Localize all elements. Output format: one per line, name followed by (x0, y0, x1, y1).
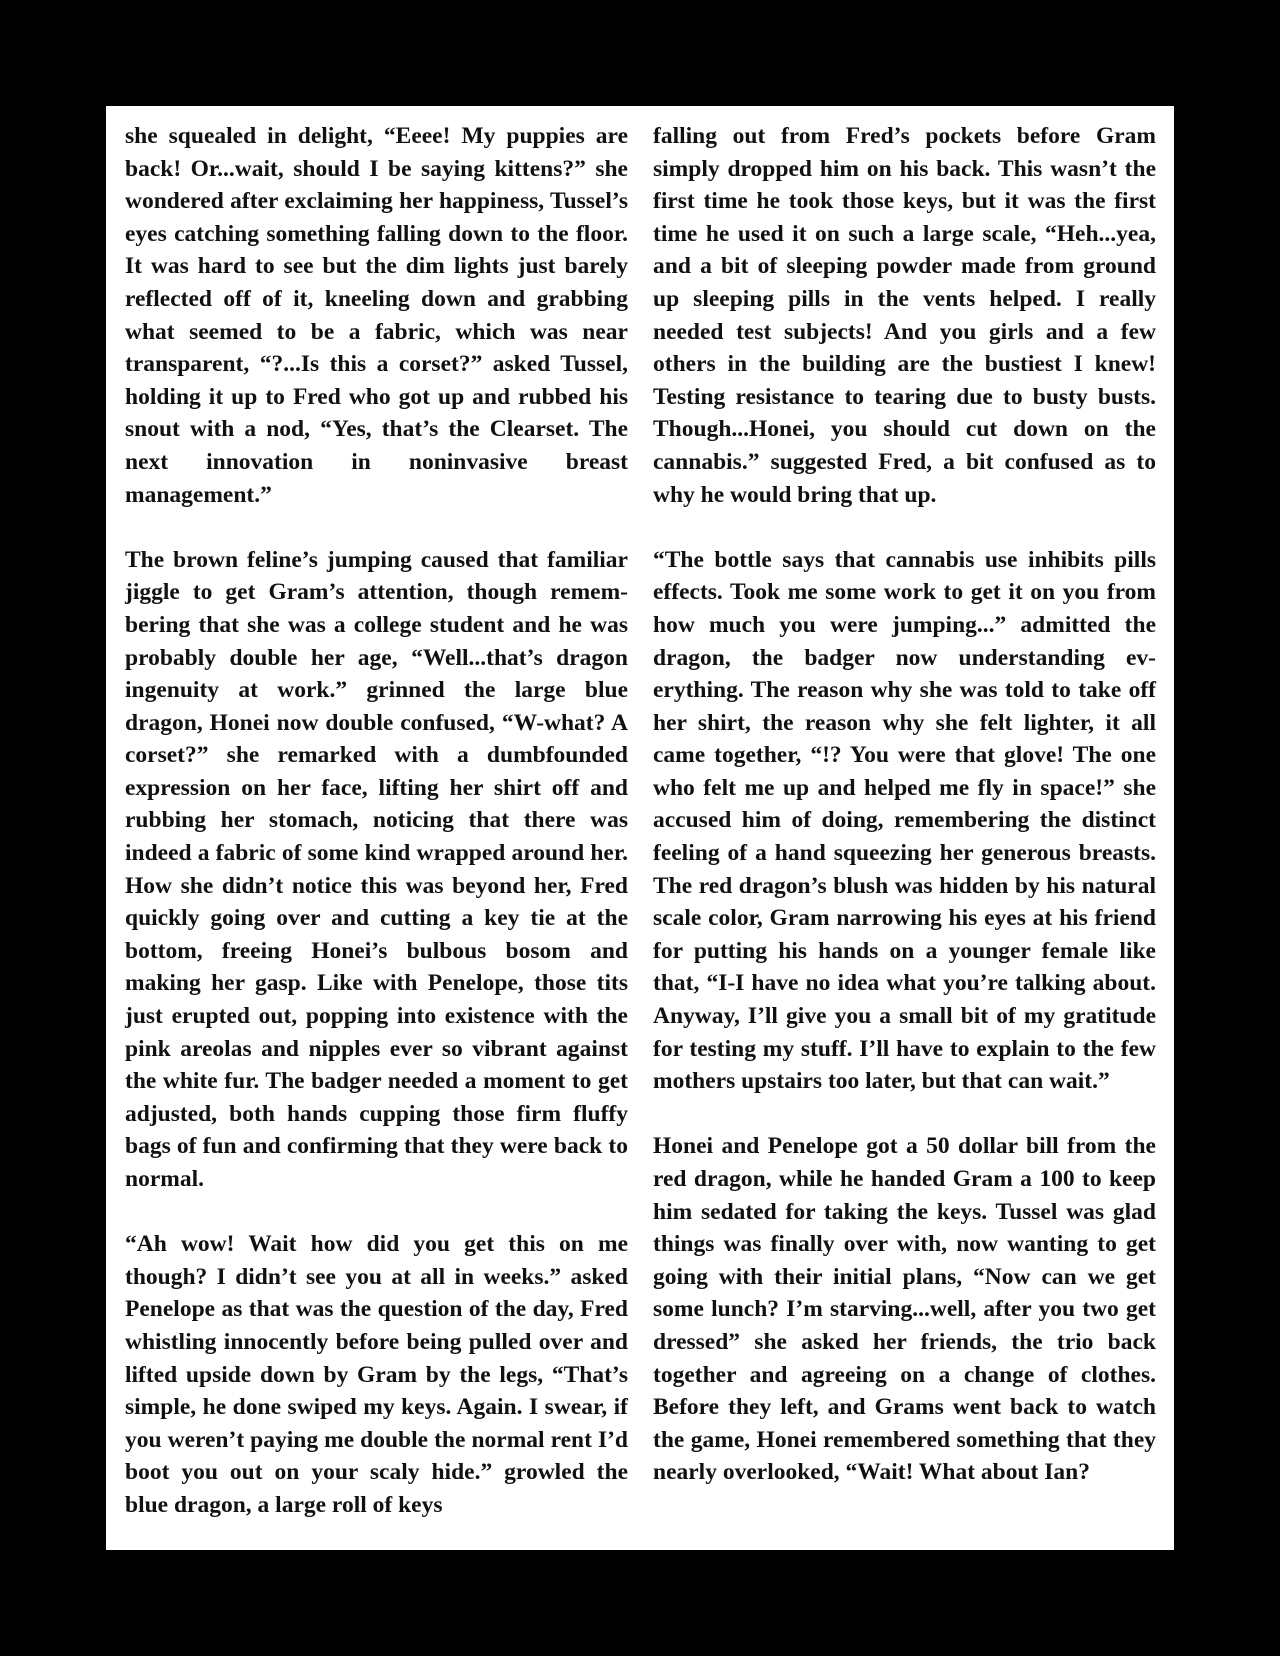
paragraph: The brown feline’s jumping caused that familiar jiggle to get Gram’s attention, though remembering that she was a college student and he was probably double her age, “Well...that’s dragon ingenuity at work.” grinned the large blue dragon, Honei now double confused, “W-what? A corset?” she remarked with a dumbfounded expression on her face, lifting her shirt off and rubbing her stomach, noticing that there was indeed a fabric of some kind wrapped around her. How she didn’t notice this was beyond her, Fred quickly going over and cutting a key tie at the bottom, freeing Honei’s bulbous bosom and making her gasp. Like with Penelope, those tits just erupted out, popping into existence with the pink areolas and nipples ever so vibrant against the white fur. The badger needed a moment to get adjusted, both hands cupping those firm fluffy bags of fun and confirming that they were back to normal. (125, 546, 628, 1192)
left-column (125, 120, 628, 1550)
paragraph: falling out from Fred’s pockets before Gram simply dropped him on his back. This wasn’t the first time he took those keys, but it was the first time he used it on such a large scale, “Heh...yea, and a bit of sleeping powder made from ground up sleeping pills in the vents helped. I really needed test subjects! And you girls and a few others in the building are the bustiest I knew! Testing resistance to tearing due to busty busts. Though...Honei, you should cut down on the cannabis.” suggested Fred, a bit confused as to why he would bring that up. (653, 123, 1156, 508)
paragraph: Honei and Penelope got a 50 dollar bill from the red dragon, while he handed Gram a 100 to keep him sedated for taking the keys. Tussel was glad things was finally over with, now wanting to get going with their initial plans, “Now can we get some lunch? I’m starving...well, after you two get dressed” she asked her friends, the trio back together and agreeing on a change of clothes. Before they left, and Grams went back to watch the game, Honei remembered something that they nearly overlooked, “Wait! What about Ian? (653, 1133, 1156, 1486)
paragraph: “The bottle says that cannabis use inhibits pills effects. Took me some work to get it on you from how much you were jumping...” admitted the dragon, the badger now understanding everything. The reason why she was told to take off her shirt, the reason why she felt lighter, it all came together, “!? You were that glove! The one who felt me up and helped me fly in space!” she accused him of doing, remembering the distinct feeling of a hand squeezing her generous breasts. The red dragon’s blush was hidden by his natural scale color, Gram narrowing his eyes at his friend for putting his hands on a younger female like that, “I-I have no idea what you’re talking about. Anyway, I’ll give you a small bit of my gratitude for testing my stuff. I’ll have to explain to the few mothers upstairs too later, but that can wait.” (653, 546, 1156, 1095)
paragraph: “Ah wow! Wait how did you get this on me though? I didn’t see you at all in weeks.” asked Penelope as that was the question of the day, Fred whistling innocently before being pulled over and lifted upside down by Gram by the legs, “That’s simple, he done swiped my keys. Again. I swear, if you weren’t paying me double the normal rent I’d boot you out on your scaly hide.” growled the blue dragon, a large roll of keys (125, 1231, 628, 1518)
book-page (106, 106, 1174, 1550)
paragraph: she squealed in delight, “Eeee! My puppies are back! Or...wait, should I be saying kittens?” she wondered after exclaiming her happiness, Tussel’s eyes catching something falling down to the floor. It was hard to see but the dim lights just barely reflected off of it, kneeling down and grabbing what seemed to be a fabric, which was near transparent, “?...Is this a corset?” asked Tussel, holding it up to Fred who got up and rubbed his snout with a nod, “Yes, that’s the Clearset. The next innovation in noninvasive breast management.” (125, 123, 628, 508)
right-column (653, 120, 1156, 1550)
